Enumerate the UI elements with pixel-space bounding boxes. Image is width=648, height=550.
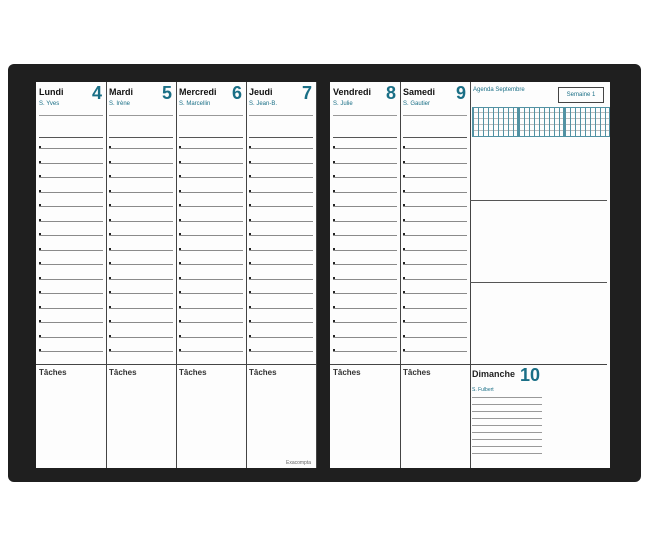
mini-calendar: [564, 107, 610, 137]
day-column[interactable]: [176, 82, 247, 468]
header-line: [39, 115, 103, 116]
sunday-number: 10: [520, 365, 541, 385]
hour-line: [403, 351, 467, 352]
hour-line: [109, 192, 173, 193]
hour-line: [249, 221, 313, 222]
hour-line: [249, 293, 313, 294]
hour-line: [403, 177, 467, 178]
hour-line: [333, 308, 397, 309]
hour-line: [39, 148, 103, 149]
hour-line: [403, 235, 467, 236]
day-name: Vendredi: [333, 87, 372, 97]
day-name: Mercredi: [179, 87, 217, 97]
hour-line: [333, 293, 397, 294]
hour-line: [403, 293, 467, 294]
hour-line: [39, 279, 103, 280]
hour-line: [179, 322, 243, 323]
hour-line: [179, 221, 243, 222]
hour-line: [333, 163, 397, 164]
hour-line: [333, 322, 397, 323]
day-feast: S. Yves: [39, 101, 60, 107]
hour-line: [249, 148, 313, 149]
hour-line: [403, 322, 467, 323]
hour-line: [333, 206, 397, 207]
day-feast: S. Julie: [333, 101, 353, 107]
day-number: 5: [161, 83, 172, 103]
day-feast: S. Marcellin: [179, 101, 211, 107]
sunday-line: [472, 432, 542, 433]
hour-line: [109, 177, 173, 178]
hour-line: [249, 279, 313, 280]
hour-line: [333, 192, 397, 193]
hour-line: [403, 337, 467, 338]
sunday-feast: S. Fulbert: [472, 387, 494, 393]
day-header: [249, 85, 313, 138]
hour-line: [109, 322, 173, 323]
notes-line: [470, 200, 607, 201]
day-header: [39, 85, 103, 138]
day-name: Lundi: [39, 87, 64, 97]
hour-line: [109, 264, 173, 265]
hour-line: [179, 235, 243, 236]
header-line: [249, 115, 313, 116]
header-line: [403, 115, 467, 116]
sunday-line: [472, 453, 542, 454]
hour-line: [109, 250, 173, 251]
hour-line: [249, 177, 313, 178]
tasks-label: Tâches: [403, 368, 431, 377]
hour-line: [179, 192, 243, 193]
hour-line: [109, 206, 173, 207]
hour-line: [403, 264, 467, 265]
day-column[interactable]: [330, 82, 401, 468]
hour-line: [249, 206, 313, 207]
hour-line: [179, 308, 243, 309]
hour-line: [179, 206, 243, 207]
hour-line: [403, 279, 467, 280]
hour-line: [333, 279, 397, 280]
day-header: [403, 85, 467, 138]
day-column[interactable]: [106, 82, 177, 468]
hour-line: [249, 322, 313, 323]
hour-line: [249, 250, 313, 251]
sunday-line: [472, 418, 542, 419]
hour-line: [333, 235, 397, 236]
hour-line: [39, 293, 103, 294]
hour-line: [39, 264, 103, 265]
day-name: Mardi: [109, 87, 134, 97]
day-number: 6: [231, 83, 242, 103]
hour-line: [109, 163, 173, 164]
hour-line: [179, 264, 243, 265]
day-name: Samedi: [403, 87, 436, 97]
sunday-name: Dimanche: [472, 369, 516, 379]
hour-line: [109, 337, 173, 338]
hour-line: [179, 337, 243, 338]
hour-line: [39, 308, 103, 309]
hour-line: [39, 250, 103, 251]
tasks-label: Tâches: [333, 368, 361, 377]
hour-line: [39, 235, 103, 236]
header-line: [109, 115, 173, 116]
tasks-label: Tâches: [39, 368, 67, 377]
day-header: [333, 85, 397, 138]
hour-line: [333, 148, 397, 149]
left-page: [36, 82, 316, 468]
hour-line: [333, 177, 397, 178]
day-number: 8: [385, 83, 396, 103]
hour-line: [179, 293, 243, 294]
hour-line: [333, 250, 397, 251]
sunday-line: [472, 446, 542, 447]
sunday-line: [472, 397, 542, 398]
hour-line: [179, 177, 243, 178]
hour-line: [249, 337, 313, 338]
day-column[interactable]: [246, 82, 317, 468]
day-feast: S. Irène: [109, 101, 131, 107]
sunday-line: [472, 404, 542, 405]
tasks-label: Tâches: [109, 368, 137, 377]
hour-line: [403, 250, 467, 251]
hour-line: [39, 337, 103, 338]
publisher-credit: Exacompta: [286, 460, 312, 466]
hour-line: [249, 264, 313, 265]
day-number: 9: [455, 83, 466, 103]
day-name: Jeudi: [249, 87, 273, 97]
day-column[interactable]: [36, 82, 107, 468]
hour-line: [39, 163, 103, 164]
hour-line: [39, 177, 103, 178]
hour-line: [333, 264, 397, 265]
mini-calendar: [518, 107, 564, 137]
hour-line: [403, 163, 467, 164]
day-column[interactable]: [400, 82, 471, 468]
hour-line: [179, 351, 243, 352]
hour-line: [333, 221, 397, 222]
hour-line: [39, 192, 103, 193]
hour-line: [179, 163, 243, 164]
week-label: Semaine 1: [558, 87, 604, 103]
hour-line: [109, 351, 173, 352]
hour-line: [403, 221, 467, 222]
hour-line: [179, 148, 243, 149]
tasks-label: Tâches: [249, 368, 277, 377]
day-number: 7: [301, 83, 312, 103]
day-feast: S. Gautier: [403, 101, 431, 107]
hour-line: [179, 250, 243, 251]
hour-line: [39, 206, 103, 207]
day-header: [109, 85, 173, 138]
tasks-divider: [330, 364, 470, 365]
sunday-block[interactable]: [470, 364, 607, 469]
mini-calendar: [472, 107, 518, 137]
sunday-line: [472, 425, 542, 426]
hour-line: [179, 279, 243, 280]
hour-line: [109, 148, 173, 149]
tasks-divider: [36, 364, 316, 365]
hour-line: [333, 337, 397, 338]
header-line: [179, 115, 243, 116]
hour-line: [109, 279, 173, 280]
hour-line: [403, 192, 467, 193]
hour-line: [109, 308, 173, 309]
hour-line: [403, 148, 467, 149]
calendar-title: Agenda Septembre: [473, 87, 525, 93]
day-feast: S. Jean-B.: [249, 101, 278, 107]
hour-line: [109, 235, 173, 236]
hour-line: [249, 235, 313, 236]
hour-line: [249, 351, 313, 352]
day-header: [179, 85, 243, 138]
hour-line: [333, 351, 397, 352]
hour-line: [249, 163, 313, 164]
day-number: 4: [91, 83, 102, 103]
hour-line: [109, 221, 173, 222]
hour-line: [39, 322, 103, 323]
sunday-line: [472, 411, 542, 412]
tasks-label: Tâches: [179, 368, 207, 377]
mini-calendar-block: [470, 85, 607, 137]
hour-line: [403, 206, 467, 207]
header-line: [333, 115, 397, 116]
hour-line: [39, 351, 103, 352]
right-page: [330, 82, 610, 468]
hour-line: [249, 308, 313, 309]
hour-line: [403, 308, 467, 309]
sunday-line: [472, 439, 542, 440]
hour-line: [109, 293, 173, 294]
hour-line: [39, 221, 103, 222]
notes-line: [470, 282, 607, 283]
hour-line: [249, 192, 313, 193]
